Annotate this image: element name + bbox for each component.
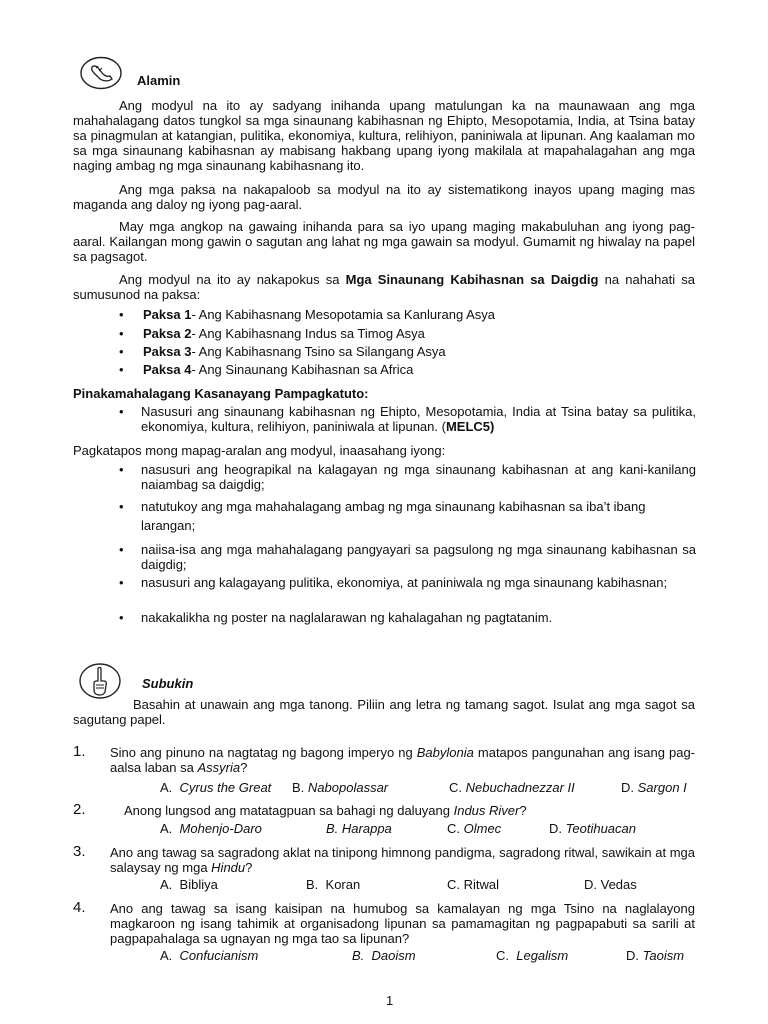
question-number: 4. (73, 899, 86, 916)
choice-d: D. Sargon I (621, 780, 687, 795)
choice-b: B. Harappa (326, 821, 392, 836)
choice-c: C. Ritwal (447, 877, 500, 892)
question-text: Sino ang pinuno na nagtatag ng bagong imperyo ng Babylonia matapos pangunahan ang isang pag-aalsa laban sa Assyria? (110, 745, 695, 775)
choice-d: D. Teotihuacan (549, 821, 636, 836)
question-number: 2. (73, 801, 86, 818)
choice-c: C. Nebuchadnezzar II (449, 780, 575, 795)
topic-list-item: • Paksa 2- Ang Kabihasnang Indus sa Timog Asya (143, 326, 695, 341)
topic-list-item: • Paksa 4- Ang Sinaunang Kabihasnan sa Africa (143, 362, 695, 377)
outcome-item: • nakakalikha ng poster na naglalarawan ng kahalagahan ng pagtatanim. (141, 610, 696, 625)
question-number: 1. (73, 743, 86, 760)
choice-b: B. Nabopolassar (292, 780, 389, 795)
finger-raised-icon (78, 661, 122, 701)
outcome-item: • nasusuri ang heograpikal na kalagayan ng mga sinaunang kabihasnan at ang kani-kanilang naiambag sa daigdig; (141, 462, 696, 492)
focus-paragraph: Ang modyul na ito ay nakapokus sa Mga Sinaunang Kabihasnan sa Daigdig na nahahati sa sumusunod na paksa: (73, 272, 696, 302)
choice-c: C. Legalism (496, 948, 569, 963)
topics-paragraph: Ang mga paksa na nakapaloob sa modyul na ito ay sistematikong inayos upang maging mas maganda ang daloy ng iyong pag-aaral. (73, 182, 695, 212)
choice-b: B. Koran (306, 877, 361, 892)
question-text: Anong lungsod ang matatagpuan sa bahagi ng daluyang Indus River? (124, 803, 527, 818)
pointing-hand-icon (79, 55, 123, 91)
question-text: Ano ang tawag sa sagradong aklat na tinipong himnong pandigma, sagradong ritwal, sawikain at mga salaysay ng mga Hindu? (110, 845, 695, 875)
choice-a: A. Confucianism (160, 948, 259, 963)
choice-a: A. Cyrus the Great (160, 780, 272, 795)
outcomes-intro: Pagkatapos mong mapag-aralan ang modyul, inaasahang iyong: (73, 443, 446, 458)
melc-heading: Pinakamahalagang Kasanayang Pampagkatuto: (73, 386, 369, 401)
subukin-instructions: Basahin at unawain ang mga tanong. Piliin ang letra ng tamang sagot. Isulat ang mga sagot sa sagutang papel. (73, 697, 695, 727)
melc-item: • Nasusuri ang sinaunang kabihasnan ng Ehipto, Mesopotamia, India at Tsina batay sa pulitika, ekonomiya, kultura, relihiyon, paniniwala at lipunan. (MELC5) (141, 404, 696, 434)
outcome-item: • nasusuri ang kalagayang pulitika, ekonomiya, at paniniwala ng mga sinaunang kabihasnan; (141, 575, 696, 590)
choice-a: A. Bibliya (160, 877, 218, 892)
question-text: Ano ang tawag sa isang kaisipan na humubog sa kamalayan ng mga Tsino na naglalayong magkaroon ng isang tahimik at organisadong lipunan sa pamamagitan ng pagpapabuti sa sarili at pagpapahalaga sa ugnayan ng mga tao sa lipunan? (110, 901, 695, 946)
topic-list-item: • Paksa 3- Ang Kabihasnang Tsino sa Silangang Asya (143, 344, 695, 359)
outcome-item: • naiisa-isa ang mga mahahalagang pangyayari sa pagsulong ng mga sinaunang kabihasnan sa daigdig; (141, 542, 696, 572)
choice-c: C. Olmec (447, 821, 502, 836)
page-number: 1 (386, 993, 394, 1008)
choice-a: A. Mohenjo-Daro (160, 821, 262, 836)
choice-d: D. Vedas (584, 877, 637, 892)
topic-list-item: • Paksa 1- Ang Kabihasnang Mesopotamia sa Kanlurang Asya (143, 307, 695, 322)
choice-b: B. Daoism (352, 948, 416, 963)
choice-d: D. Taoism (626, 948, 685, 963)
section-title-subukin: Subukin (142, 676, 194, 691)
question-number: 3. (73, 843, 86, 860)
outcome-item-continuation: larangan; (141, 518, 196, 533)
intro-paragraph: Ang modyul na ito ay sadyang inihanda upang matulungan ka na maunawaan ang mga mahahalagang datos tungkol sa mga sinaunang kabihasnan ng Ehipto, Mesopotamia, India, at Tsina batay sa pinagmulan at katangian, pulitika, ekonomiya, kultura, relihiyon, paniniwala at lipunan. Ang kaalaman mo sa mga sinaunang kabihasnan ay mabisang hakbang upang iyong makilala at mapahalagahan ang mga naging ambag ng mga sinaunang kabihasnang ito. (73, 98, 695, 173)
activities-paragraph: May mga angkop na gawaing inihanda para sa iyo upang maging makabuluhan ang iyong pag-aaral. Kailangan mong gawin o sagutan ang lahat ng mga gawain sa modyul. Gumamit ng hiwalay na papel sa pagsagot. (73, 219, 695, 264)
section-title-alamin: Alamin (137, 73, 181, 88)
outcome-item: • natutukoy ang mga mahahalagang ambag ng mga sinaunang kabihasnan sa iba’t ibang (141, 499, 696, 514)
